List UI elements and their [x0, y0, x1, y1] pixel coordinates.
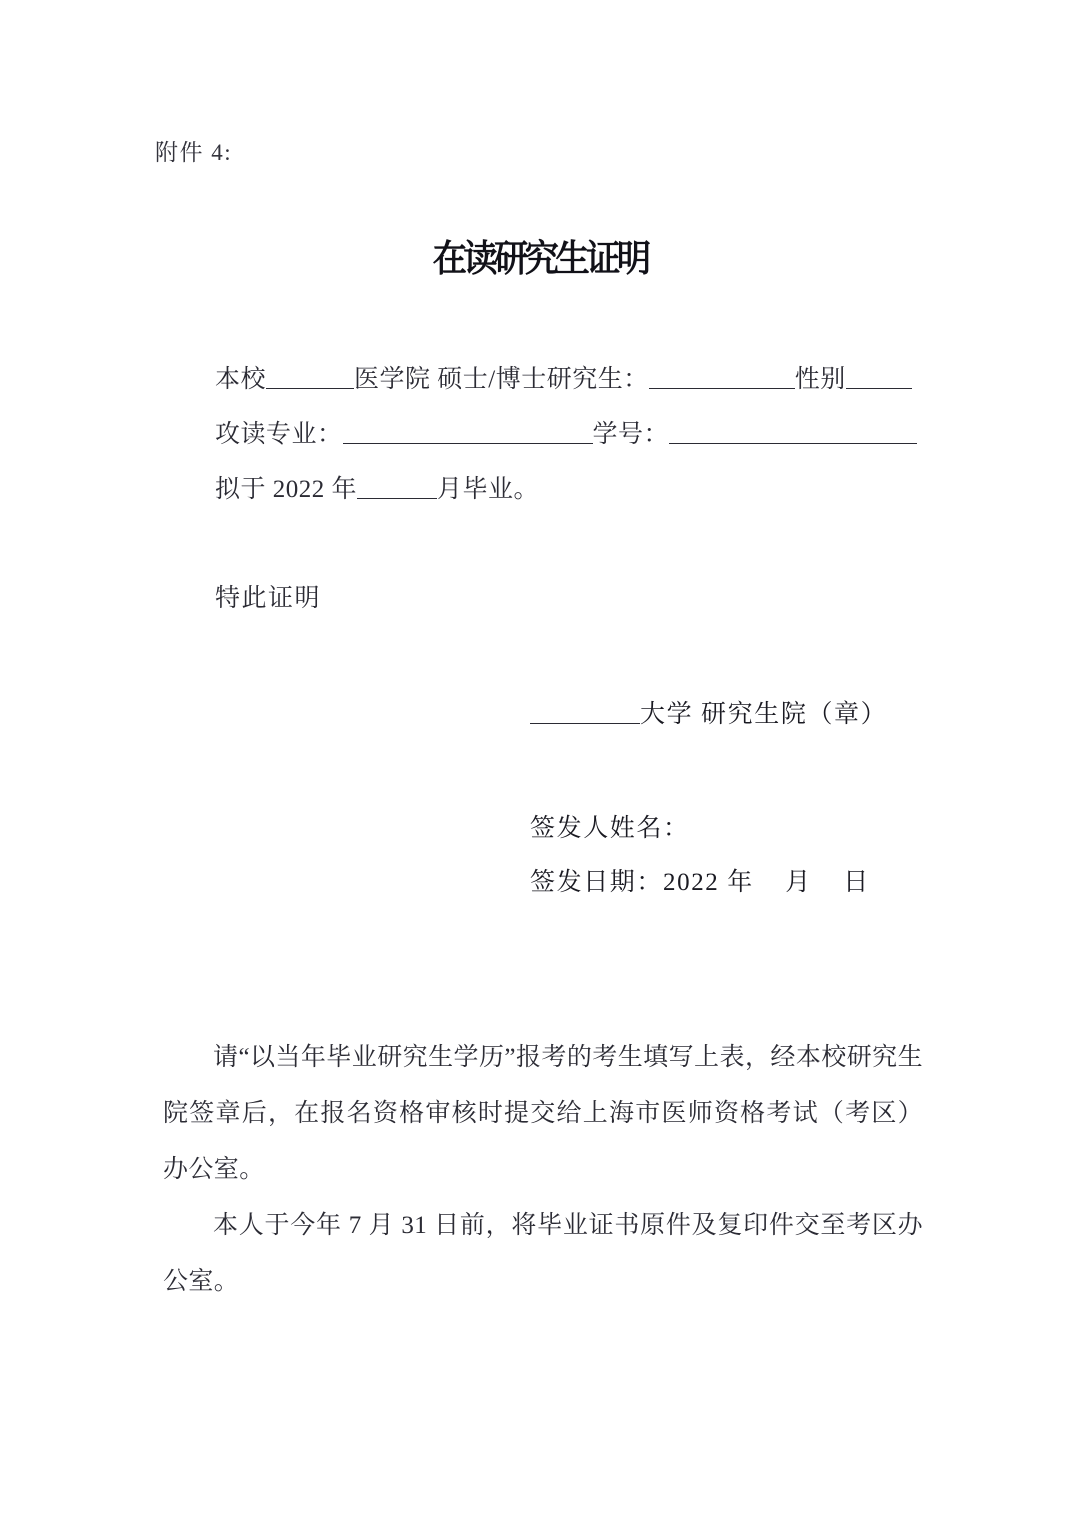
major-blank[interactable]	[343, 418, 593, 445]
gender-blank[interactable]	[846, 363, 912, 390]
signature-university-line	[530, 694, 887, 730]
issue-date-label: 签发日期：2022 年 月 日	[530, 869, 870, 896]
page-title: 在读研究生证明	[432, 237, 648, 280]
form-line-graduation	[215, 462, 925, 517]
form-line-student	[215, 352, 925, 407]
issuer-name-label: 签发人姓名：	[530, 815, 690, 842]
graduation-year-label: 拟于 2022 年	[215, 476, 358, 503]
student-number-label: 学号：	[592, 421, 670, 448]
university-name-blank[interactable]	[530, 698, 640, 725]
form-line-major	[215, 407, 925, 462]
graduation-suffix-label: 月毕业。	[437, 476, 540, 503]
attachment-label: 附件 4:	[155, 140, 233, 165]
student-number-blank[interactable]	[669, 418, 917, 445]
notes-section	[163, 1030, 923, 1310]
gender-label: 性别	[794, 366, 846, 393]
degree-type-label: 医学院 硕士/博士研究生：	[354, 366, 649, 393]
student-name-blank[interactable]	[649, 363, 795, 390]
certificate-form-block	[215, 352, 925, 517]
major-label: 攻读专业：	[215, 421, 343, 448]
school-name-blank[interactable]	[266, 363, 354, 390]
graduation-month-blank[interactable]	[357, 473, 437, 500]
university-suffix-label: 大学 研究生院（章）	[640, 701, 888, 728]
note-paragraph-1: 请“以当年毕业研究生学历”报考的考生填写上表，经本校研究生院签章后，在报名资格审核时提交给上海市医师资格考试（考区）办公室。	[163, 1044, 923, 1183]
certify-statement: 特此证明	[215, 585, 322, 612]
note-paragraph-2: 本人于今年 7 月 31 日前，将毕业证书原件及复印件交至考区办公室。	[163, 1212, 923, 1295]
school-prefix-label: 本校	[215, 366, 267, 393]
